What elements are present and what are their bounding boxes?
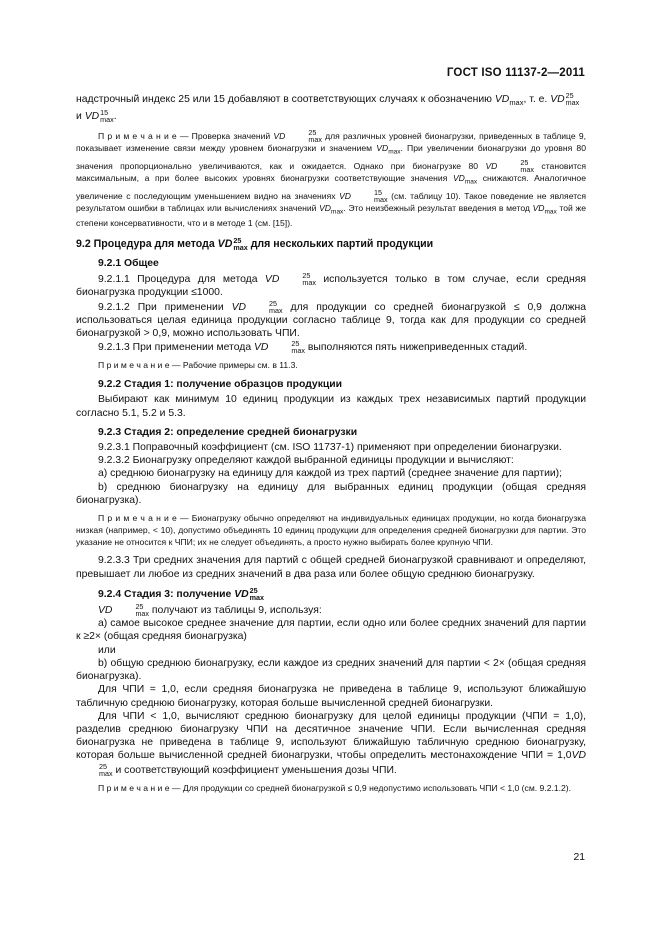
section-9-2-2-heading: 9.2.2 Стадия 1: получение образцов продукции xyxy=(98,379,343,391)
paragraph-9-2-1-3: 9.2.1.3 При применении метода VD 25 max выполняются пять нижеприведенных стадий. xyxy=(98,339,528,356)
page-content xyxy=(76,92,586,798)
paragraph-9-2-1-2: 9.2.1.2 При применении VD 25 max для продукции со средней бионагрузкой ≤ 0,9 должна использоваться целая единица продукции согласно таблице 9, тогда как для продукции со средней бионагрузкой > 0,9, можно использовать ЧПИ. xyxy=(76,298,587,340)
note-sip-restriction: П р и м е ч а н и е — Для продукции со средней бионагрузкой ≤ 0,9 недопустимо использовать ЧПИ < 1,0 (см. 9.2.1.2). xyxy=(98,782,572,793)
note-pooling-units: П р и м е ч а н и е — Бионагрузку обычно определяют на индивидуальных единицах продукции, но когда бионагрузка низкая (например, < 10), допустимо объединять 10 единиц продукции для определения средней бионагрузки для партии. Это указание не относится к ЧПИ; их не следует объединять, а просто нужно выбирать более крупную ЧПИ. xyxy=(76,513,586,547)
paragraph-superscript-note: надстрочный индекс 25 или 15 добавляют в соответствующих случаях к обозначению $VD_{max}$, т. е. VD 25 max и VD 15 max . xyxy=(76,91,580,125)
list-item-a-highest-batch: а) самое высокое среднее значение для партии, если одно или более средних значений для партии к ≥2× (общая средняя бионагрузка) xyxy=(76,618,586,643)
section-9-2-4-heading: 9.2.4 Стадия 3: получение VD 25 max xyxy=(98,585,265,602)
paragraph-9-2-4-intro: VD 25 max получают из таблицы 9, используя: xyxy=(98,602,322,619)
section-9-2-3-heading: 9.2.3 Стадия 2: определение средней бионагрузки xyxy=(98,426,358,438)
note-worked-examples: П р и м е ч а н и е — Рабочие примеры см. в 11.3. xyxy=(98,360,298,371)
list-item-a-batch-mean: а) среднюю бионагрузку на единицу для каждой из трех партий (среднее значение для партии); xyxy=(98,468,563,480)
paragraph-sip-equals-one: Для ЧПИ = 1,0, если средняя бионагрузка не приведена в таблице 9, используют ближайшую табличную среднюю бионагрузку, которая больше вычисленной средней бионагрузки. xyxy=(76,684,586,709)
paragraph-9-2-3-1: 9.2.3.1 Поправочный коэффициент (см. ISO 11737-1) применяют при определении бионагрузки. xyxy=(98,442,562,454)
section-9-2-1-heading: 9.2.1 Общее xyxy=(98,258,159,270)
paragraph-9-2-2: Выбирают как минимум 10 единиц продукции из каждых трех независимых партий продукции согласно 5.1, 5.2 и 5.3. xyxy=(76,394,586,419)
document-header: ГОСТ ISO 11137-2—2011 xyxy=(446,67,585,79)
list-item-b-overall-mean: b) среднюю бионагрузку на единицу для выбранных единиц продукции (общая средняя бионагрузка). xyxy=(76,481,586,506)
paragraph-9-2-1-1: 9.2.1.1 Процедура для метода VD 25 max используется только в том случае, если средняя бионагрузка продукции ≤1000. xyxy=(76,271,586,299)
section-9-2-heading: 9.2 Процедура для метода VD 25 max для нескольких партий продукции xyxy=(76,235,434,252)
note-table9-behavior: П р и м е ч а н и е — Проверка значений VD 25 max для различных уровней бионагрузки, приведенных в таблице 9, показывает изменение связи между уровнем бионагрузки и значением $VD_{max}$. При увеличении бионагрузки до уровня 80 значения пропорционально увеличиваются, как и ожидается. Однако при бионагрузке 80 VD 25 max становится максимальным, а при более высоких уровнях бионагрузки соответствующие значения $VD_{max}$ снижаются. Аналогичное увеличение с последующим уменьшением видно на значениях VD 15 max (см. таблицу 10). Такое поведение не является результатом ошибки в таблицах или вычислениях значений $VD_{max}$. Это неизбежный результат введения в метод $VD_{max}$ той же степени консервативности, что и в методе 1 (см. [15]). xyxy=(76,128,587,229)
page-number: 21 xyxy=(573,852,585,863)
paragraph-9-2-3-2: 9.2.3.2 Бионагрузку определяют каждой выбранной единицы продукции и вычисляют: xyxy=(98,455,514,467)
list-item-or: или xyxy=(98,644,116,656)
paragraph-sip-less-than-one: Для ЧПИ < 1,0, вычисляют среднюю бионагрузку для целой единицы продукции (ЧПИ = 1,0), разделив среднюю бионагрузку ЧПИ на десятичное значение ЧПИ. Если вычисленная средняя бионагрузка не приведена в таблице 9, используют ближайшую табличную среднюю бионагрузку, которая больше вычисленной средней бионагрузки, чтобы определить местонахождение ЧПИ = 1,0VD 25 max и соответствующий коэффициент уменьшения дозы ЧПИ. xyxy=(76,710,586,778)
list-item-b-overall: b) общую среднюю бионагрузку, если каждое из средних значений для партии < 2× (общая средняя бионагрузка). xyxy=(76,657,586,683)
paragraph-9-2-3-3: 9.2.3.3 Три средних значения для партий с общей средней бионагрузкой сравнивают и определяют, превышает ли любое из средних значений в два раза или более общую среднюю бионагрузку. xyxy=(76,555,586,580)
